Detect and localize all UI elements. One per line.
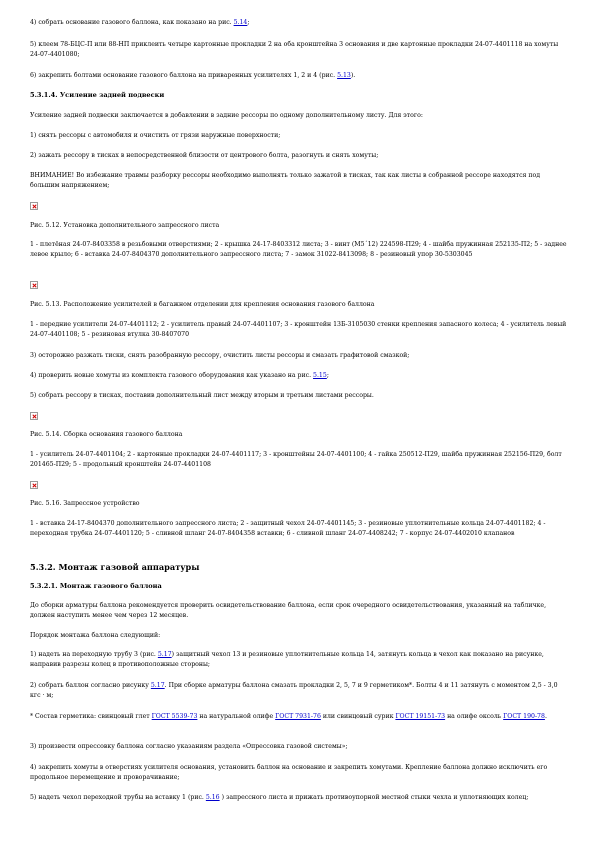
procedure-intro: Порядок монтажа баллона следующий:: [30, 632, 161, 639]
figure-link-5-16[interactable]: 5.16: [205, 794, 220, 801]
figure-link-5-17[interactable]: 5.17: [157, 651, 172, 658]
figure-legend-5-12: 1 - плетёная 24-07-8403358 в резьбовыми отверстиями; 2 - крышка 24-17-8403312 листа; 3 - винт (М5´12) 224598-П29; 4 - шайба пружинная 252135-П2; 5 - заднее левое крыло; 6 - вставка 24-07-8404370 дополнительного запрессного листа; 7 - замок 31022-8413098; 8 - резиновый упор 30-5303045: [30, 241, 567, 258]
step-4-paragraph: 4) собрать основание газового баллона, как показано на рис. 5.14;: [30, 19, 250, 26]
step-3-paragraph: 3) осторожно разжать тиски, снять разобранную рессору, очистить листы рессоры и смазать графитовой смазкой;: [30, 352, 410, 359]
mount-step-4: 4) закрепить хомуты в отверстиях усилителя основания, установить баллон на основание и закрепить хомутами. Крепление баллона должно исключить его продольное перемещение и проворачивание;: [30, 764, 548, 781]
step-1-paragraph: 1) снять рессоры с автомобиля и очистить от грязи наружные поверхности;: [30, 132, 281, 139]
step-6-paragraph: 6) закрепить болтами основание газового баллона на приваренных усилителях 1, 2 и 4 (рис. 5.13).: [30, 72, 356, 79]
gost-link-7931[interactable]: ГОСТ 7931-76: [275, 713, 321, 720]
broken-image-icon: [30, 412, 38, 420]
broken-image-icon: [30, 481, 38, 489]
figure-legend-5-13: 1 - передние усилители 24-07-4401112; 2 - усилитель правый 24-07-4401107; 3 - кронштейн 13Б-3105030 стенки крепления запасного колеса; 4 - усилитель левый 24-07-4401108; 5 - резиновая втулка 30-8407070: [30, 321, 567, 338]
broken-image-icon: [30, 202, 38, 210]
step-4-clamps-paragraph: 4) проверить новые хомуты из комплекта газового оборудования как указано на рис. 5.15;: [30, 372, 329, 379]
mount-step-1: 1) надеть на переходную трубу 3 (рис. 5.17) защитный чехол 13 и резиновые уплотнительные кольца 14, затянуть кольца в чехол как показано на рисунке, направив разрезы колец в противоположные стороны;: [30, 651, 544, 668]
intro-paragraph: Усиление задней подвески заключается в добавлении в задние рессоры по одному дополнительному листу. Для этого:: [30, 112, 423, 119]
step-2-paragraph: 2) зажать рессору в тисках в непосредственной близости от центрового болта, разогнуть и снять хомуты;: [30, 152, 379, 159]
figure-link-5-14[interactable]: 5.14: [233, 19, 248, 26]
section-heading-5-3-2-1: 5.3.2.1. Монтаж газового баллона: [30, 582, 162, 590]
mount-step-5: 5) надеть чехол переходной трубы на вставку 1 (рис. 5.16 ) запрессного листа и прижать противоупорной местной стыки чехла и уплотняющих колец;: [30, 794, 529, 801]
sealant-footnote: * Состав герметика: свинцовый глет ГОСТ 5539-73 на натуральной олифе ГОСТ 7931-76 или свинцовый сурик ГОСТ 19151-73 на олифе оксоль ГОСТ 190-78.: [30, 713, 547, 720]
section-heading-5-3-1-4: 5.3.1.4. Усиление задней подвески: [30, 91, 165, 99]
figure-link-5-17-b[interactable]: 5.17: [150, 682, 165, 689]
figure-legend-5-14: 1 - усилитель 24-07-4401104; 2 - картонные прокладки 24-07-4401117; 3 - кронштейны 24-07-4401100; 4 - гайка 250512-П29, шайба пружинная 252156-П29, болт 201465-П29; 5 - продольный кронштейн 24-07-4401108: [30, 451, 562, 468]
pre-assembly-paragraph: До сборки арматуры баллона рекомендуется проверить освидетельствование баллона, если срок очередного освидетельствования, указанный на табличке, должен наступить менее чем через 12 месяцев.: [30, 602, 547, 619]
warning-paragraph: ВНИМАНИЕ! Во избежание травмы разборку рессоры необходимо выполнять только зажатой в тисках, так как листы в собранной рессоре находятся под большим напряжением;: [30, 172, 541, 189]
figure-link-5-15[interactable]: 5.15: [313, 372, 327, 379]
step-5-paragraph: 5) клеем 78-БЦС-П или 88-НП приклеить четыре картонные прокладки 2 на оба кронштейна 3 основания и две картонные прокладки 24-07-4401118 на хомуты 24-07-4401080;: [30, 41, 559, 58]
figure-caption-5-13: Рис. 5.13. Расположение усилителей в багажном отделении для крепления основания газового баллона: [30, 301, 375, 308]
mount-step-3: 3) произвести опрессовку баллона согласно указаниям раздела «Опрессовка газовой системы»;: [30, 743, 348, 750]
step-5-spring-paragraph: 5) собрать рессору в тисках, поставив дополнительный лист между вторым и третьим листами рессоры.: [30, 392, 374, 399]
section-heading-5-3-2: 5.3.2. Монтаж газовой аппаратуры: [30, 562, 200, 572]
gost-link-190[interactable]: ГОСТ 190-78: [503, 713, 545, 720]
figure-caption-5-14: Рис. 5.14. Сборка основания газового баллона: [30, 431, 183, 438]
figure-caption-5-16: Рис. 5.16. Запрессное устройство: [30, 500, 140, 507]
mount-step-2: 2) собрать баллон согласно рисунку 5.17. При сборке арматуры баллона смазать прокладки 2, 5, 7 и 9 герметиком*. Болты 4 и 11 затянуть с моментом 2,5 - 3,0 кгс · м;: [30, 682, 558, 699]
figure-link-5-13[interactable]: 5.13: [337, 72, 351, 79]
broken-image-icon: [30, 281, 38, 289]
gost-link-19151[interactable]: ГОСТ 19151-73: [395, 713, 446, 720]
figure-caption-5-12: Рис. 5.12. Установка дополнительного запрессного листа: [30, 222, 220, 229]
gost-link-5539[interactable]: ГОСТ 5539-73: [151, 713, 198, 720]
figure-legend-5-16: 1 - вставка 24-17-8404370 дополнительного запрессного листа; 2 - защитный чехол 24-07-4401145; 3 - резиновые уплотнительные кольца 24-07-4401182; 4 - переходная трубка 24-07-4401120; 5 - сливной шланг 24-07-8404358 вставки; 6 - сливной шланг 24-07-4408242; 7 - корпус 24-07-4402010 клапанов: [30, 520, 546, 537]
